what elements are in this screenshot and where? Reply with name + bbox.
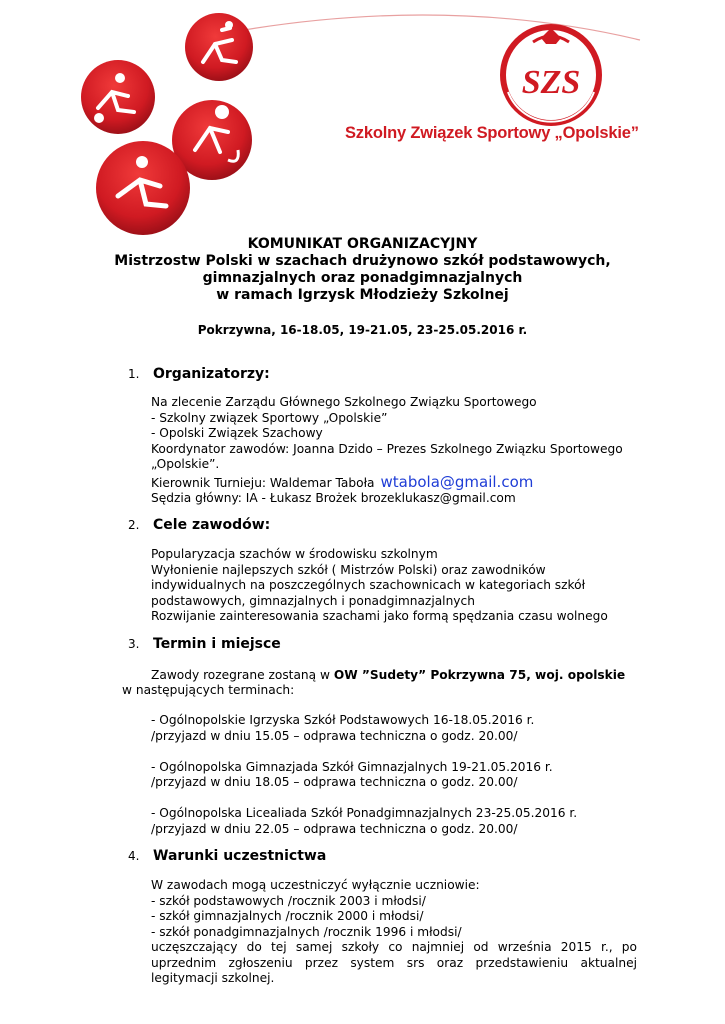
text-line: - Opolski Związek Szachowy [151, 426, 323, 440]
section-3-title: Termin i miejsce [153, 636, 281, 652]
section-4-body [151, 878, 641, 987]
title-line-3: gimnazjalnych oraz ponadgimnazjalnych [202, 270, 523, 286]
event-arrival: /przyjazd w dniu 22.05 – odprawa techniczna o godz. 20.00/ [151, 821, 518, 836]
director-label: Kierownik Turnieju: Waldemar Taboła [151, 475, 375, 490]
sport-circle-top [185, 13, 253, 81]
text-line: Popularyzacja szachów w środowisku szkolnym [151, 547, 438, 561]
section-2-number: 2. [128, 518, 140, 532]
section-4-title: Warunki uczestnictwa [153, 848, 327, 864]
szs-emblem [503, 27, 599, 123]
event-line: - Ogólnopolska Licealiada Szkół Ponadgimnazjalnych 23-25.05.2016 r. [151, 806, 578, 820]
venue-name: OW ”Sudety” Pokrzywna 75, woj. opolskie [333, 668, 626, 682]
text-line: - szkół ponadgimnazjalnych /rocznik 1996 i młodsi/ [151, 924, 462, 939]
text-line: Wyłonienie najlepszych szkół ( Mistrzów Polski) oraz zawodników [151, 562, 546, 577]
title-line-1: KOMUNIKAT ORGANIZACYJNY [247, 236, 478, 252]
text-line: W zawodach mogą uczestniczyć wyłącznie uczniowie: [151, 878, 480, 892]
intro-text: Zawody rozegrane zostaną w [151, 668, 334, 682]
document-title [60, 236, 665, 304]
header-logo-art [0, 0, 725, 235]
section-3-intro [151, 668, 641, 684]
section-4-number: 4. [128, 849, 140, 863]
text-line: „Opolskie”. [151, 457, 220, 471]
text-line: - szkół podstawowych /rocznik 2003 i młodsi/ [151, 893, 426, 908]
section-3-number: 3. [128, 637, 140, 651]
section-4-heading [128, 848, 326, 864]
judge-line: Sędzia główny: IA - Łukasz Brożek brozeklukasz@gmail.com [151, 491, 516, 505]
sport-circle-bottom [96, 141, 190, 235]
title-line-4: w ramach Igrzysk Młodzieży Szkolnej [216, 287, 509, 303]
section-3-intro-cont [122, 683, 612, 699]
participation-paragraph: uczęszczający do tej samej szkoły co najmniej od września 2015 r., po uprzednim zgłoszeniu przez system srs oraz przedstawieniu aktualnej legitymacji szkolnej. [151, 940, 637, 985]
section-2-title: Cele zawodów: [153, 517, 271, 533]
text-line: Koordynator zawodów: Joanna Dzido – Prezes Szkolnego Związku Sportowego [151, 441, 623, 456]
section-3-events [151, 713, 641, 837]
section-1-body [151, 395, 641, 507]
text-line: Na zlecenie Zarządu Głównego Szkolnego Związku Sportowego [151, 395, 537, 409]
section-1-title: Organizatorzy: [153, 366, 270, 382]
event-dates: Pokrzywna, 16-18.05, 19-21.05, 23-25.05.2016 r. [197, 323, 528, 337]
sport-circle-left [81, 60, 155, 134]
text-line: podstawowych, gimnazjalnych i ponadgimnazjalnych [151, 593, 475, 608]
event-arrival: /przyjazd w dniu 18.05 – odprawa techniczna o godz. 20.00/ [151, 775, 518, 789]
title-line-2: Mistrzostw Polski w szachach drużynowo szkół podstawowych, [114, 253, 611, 269]
event-line: - Ogólnopolska Gimnazjada Szkół Gimnazjalnych 19-21.05.2016 r. [151, 759, 553, 774]
text-line: - Szkolny związek Sportowy „Opolskie” [151, 410, 388, 425]
text-line: indywidualnych na poszczególnych szachownicach w kategoriach szkół [151, 578, 586, 592]
director-email-link[interactable]: wtabola@gmail.com [380, 472, 534, 491]
szs-logo-text: SZS [521, 64, 581, 101]
director-line [151, 472, 641, 492]
text-line: Rozwijanie zainteresowania szachami jako formą spędzania czasu wolnego [151, 609, 608, 623]
event-arrival: /przyjazd w dniu 15.05 – odprawa techniczna o godz. 20.00/ [151, 728, 518, 743]
section-1-number: 1. [128, 367, 140, 381]
section-2-heading [128, 517, 270, 533]
section-3-heading [128, 636, 281, 652]
event-line: - Ogólnopolskie Igrzyska Szkół Podstawowych 16-18.05.2016 r. [151, 713, 535, 727]
text-line: w następujących terminach: [122, 683, 295, 697]
section-2-body [151, 547, 641, 625]
text-line: - szkół gimnazjalnych /rocznik 2000 i młodsi/ [151, 909, 424, 923]
brand-name: Szkolny Związek Sportowy „Opolskie” [345, 124, 639, 142]
section-1-heading [128, 366, 270, 382]
